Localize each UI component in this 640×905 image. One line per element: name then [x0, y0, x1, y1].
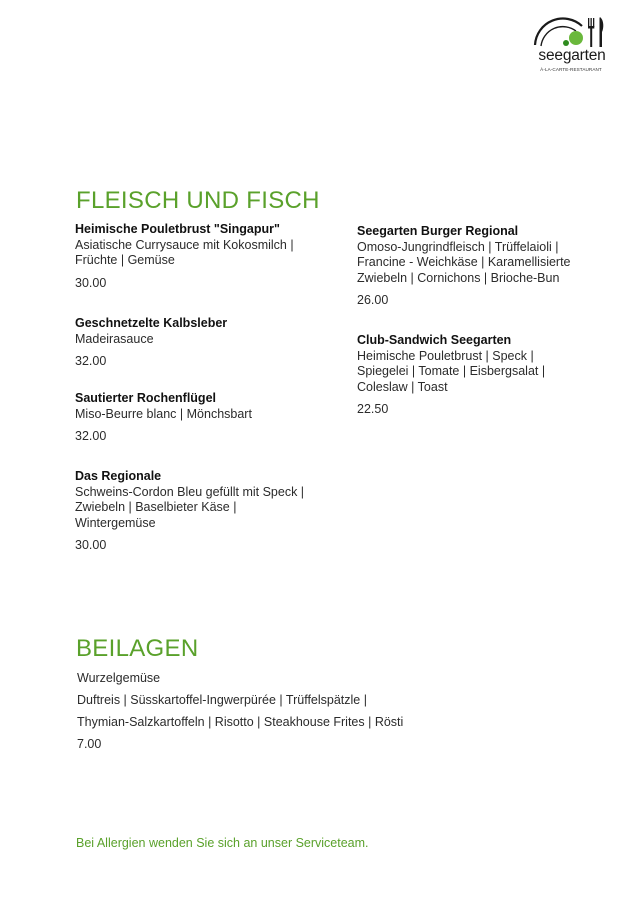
- dish-description: Asiatische Currysauce mit Kokosmilch |: [75, 237, 294, 252]
- menu-item: [75, 222, 325, 291]
- sides-price: 7.00: [77, 737, 102, 751]
- sides-line: Thymian-Salzkartoffeln | Risotto | Steakhouse Frites | Rösti: [77, 715, 404, 729]
- dish-description: Früchte | Gemüse: [75, 253, 175, 267]
- dish-name: Club-Sandwich Seegarten: [357, 333, 512, 347]
- dish-description: Coleslaw | Toast: [357, 379, 448, 394]
- dish-name: Heimische Pouletbrust "Singapur": [75, 222, 280, 236]
- plate-cutlery-icon: [532, 14, 610, 48]
- dish-description: Omoso-Jungrindfleisch | Trüffelaioli |: [357, 239, 559, 254]
- menu-item: [357, 333, 607, 417]
- logo-subtitle: À-LA-CARTE-RESTAURANT: [540, 67, 602, 72]
- dish-description: Zwiebeln | Cornichons | Brioche-Bun: [357, 270, 560, 285]
- dish-price: 22.50: [357, 402, 389, 416]
- allergy-note: Bei Allergien wenden Sie sich an unser Serviceteam.: [76, 836, 369, 850]
- dish-description: Francine - Weichkäse | Karamellisierte: [357, 255, 571, 269]
- menu-item: [75, 391, 325, 444]
- section-title-meat-fish: FLEISCH UND FISCH: [76, 187, 320, 214]
- dish-price: 32.00: [75, 354, 107, 368]
- dish-description: Zwiebeln | Baselbieter Käse |: [75, 500, 237, 514]
- menu-item: [357, 224, 607, 308]
- dish-price: 32.00: [75, 429, 107, 443]
- dish-description: Spiegelei | Tomate | Eisbergsalat |: [357, 364, 546, 378]
- sides-line: Wurzelgemüse: [77, 671, 161, 685]
- sides-line: Duftreis | Süsskartoffel-Ingwerpürée | Trüffelspätzle |: [77, 693, 367, 707]
- dish-description: Miso-Beurre blanc | Mönchsbart: [75, 406, 252, 421]
- logo-wordmark: seegarten: [538, 47, 606, 64]
- restaurant-logo: [532, 14, 610, 76]
- menu-item: [75, 469, 325, 553]
- dish-description: Wintergemüse: [75, 515, 156, 530]
- section-title-sides: BEILAGEN: [76, 635, 199, 662]
- menu-item: [75, 316, 325, 369]
- dish-description: Madeirasauce: [75, 331, 154, 346]
- dish-name: Sautierter Rochenflügel: [75, 391, 216, 405]
- dish-price: 26.00: [357, 293, 389, 307]
- dish-description: Heimische Pouletbrust | Speck |: [357, 348, 534, 363]
- dish-description: Schweins-Cordon Bleu gefüllt mit Speck |: [75, 484, 305, 499]
- dish-name: Seegarten Burger Regional: [357, 224, 519, 238]
- dish-price: 30.00: [75, 538, 107, 552]
- dish-name: Das Regionale: [75, 469, 162, 483]
- dish-name: Geschnetzelte Kalbsleber: [75, 316, 228, 330]
- dish-price: 30.00: [75, 275, 107, 290]
